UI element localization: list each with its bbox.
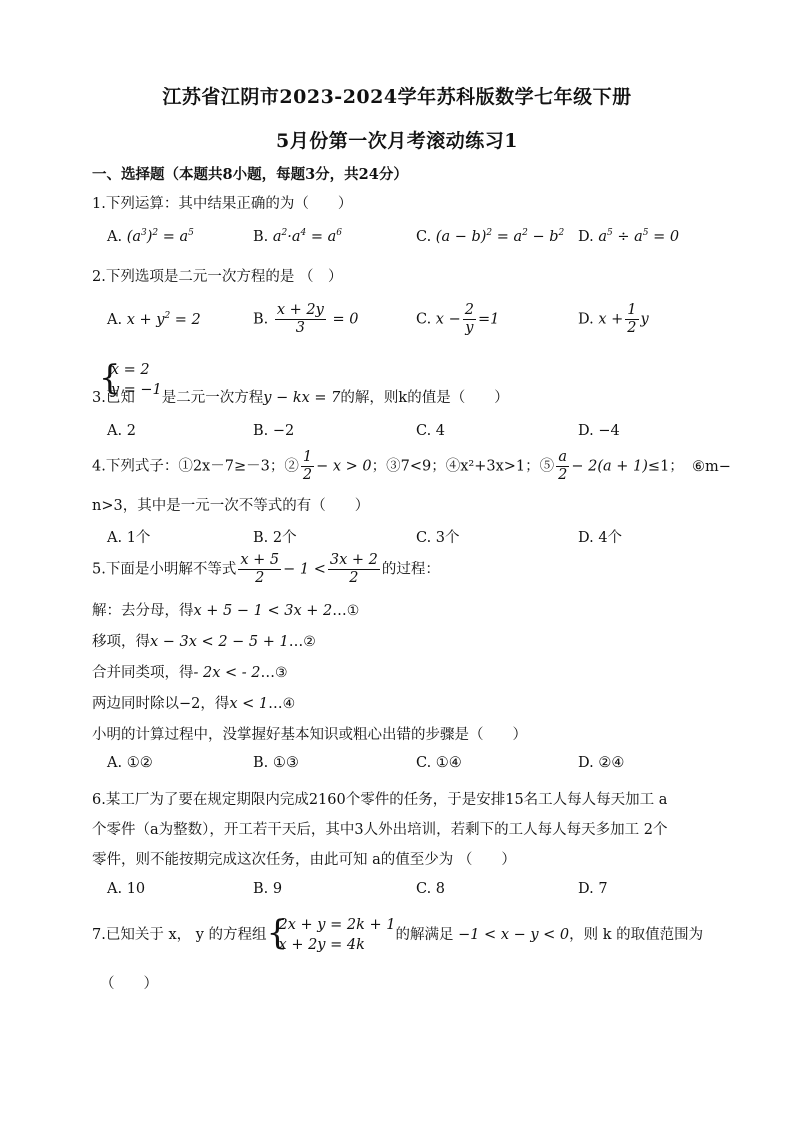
q1-option-c: C. $(a - b)^2 = a^2 - b^2$: [416, 228, 565, 245]
q3-option-b: B. −2: [253, 423, 295, 439]
q5-option-d: D. ②④: [578, 755, 625, 771]
q4-option-b: B. 2个: [253, 530, 297, 546]
q4-stem-line1: 4.下列式子：①2x－7≥－3；② $\frac{1}{2}$ − x > 0；③7<9；④x²+3x>1；⑤ $\frac{a}{2}$ − 2(a + 1)≤1；: [92, 449, 684, 483]
q1-option-d: D. $a^5 \div a^5 = 0$: [578, 228, 680, 245]
q4-stem-item6: ⑥m−: [692, 459, 731, 475]
q4-stem-line2: n>3，其中是一元一次不等式的有（ ）: [92, 498, 370, 514]
q5-step1: 解：去分母，得x + 5 − 1 < 3x + 2…①: [92, 603, 360, 619]
q5-step2: 移项，得x − 3x < 2 − 5 + 1…②: [92, 634, 316, 650]
section-heading: 一、选择题（本题共8小题，每题3分，共24分）: [92, 166, 408, 183]
q3-option-a: A. 2: [107, 423, 136, 439]
q6-stem-line2: 个零件（a为整数），开工若干天后，其中3人外出培训，若剩下的工人每人每天多加工 2个: [92, 822, 668, 838]
q2-option-c: C. x − $\frac{2}{y}$ =1: [416, 302, 500, 336]
q3-stem: 3.已知 { x = 2 y = −1 是二元一次方程y − kx = 7的解，则k的值是（ ）: [92, 358, 509, 406]
q2-option-b: B. $\frac{x + 2y}{3}$ = 0: [253, 302, 359, 336]
q5-step3: 合并同类项，得- 2x < - 2…③: [92, 665, 288, 681]
q6-option-b: B. 9: [253, 881, 283, 897]
q2-option-d: D. x + $\frac{1}{2}$ y: [578, 302, 649, 336]
q4-option-d: D. 4个: [578, 530, 623, 546]
page-subtitle: 5月份第一次月考滚动练习1: [276, 130, 518, 152]
q5-option-c: C. ①④: [416, 755, 462, 771]
q3-option-c: C. 4: [416, 423, 446, 439]
q6-option-c: C. 8: [416, 881, 446, 897]
q1-stem: 1.下列运算：其中结果正确的为（ ）: [92, 196, 353, 212]
q2-stem: 2.下列选项是二元一次方程的是 （ ）: [92, 269, 343, 285]
q1-option-a: A. $(a^3)^2 = a^5$: [107, 228, 194, 245]
q4-option-c: C. 3个: [416, 530, 460, 546]
page-title: 江苏省江阴市2023-2024学年苏科版数学七年级下册: [162, 86, 632, 108]
q6-option-a: A. 10: [107, 881, 146, 897]
q5-ask: 小明的计算过程中，没掌握好基本知识或粗心出错的步骤是（ ）: [92, 727, 527, 743]
q5-stem: 5.下面是小明解不等式 $\frac{x + 5}{2}$ − 1 < $\frac{3x + 2}{2}$ 的过程：: [92, 552, 440, 586]
q1-option-b: B. $a^2\cdot a^4 = a^6$: [253, 228, 343, 245]
q5-step4: 两边同时除以−2，得x < 1…④: [92, 696, 296, 712]
q6-stem-line3: 零件，则不能按期完成这次任务，由此可知 a的值至少为 （ ）: [92, 852, 516, 868]
q6-stem-line1: 6.某工厂为了要在规定期限内完成2160个零件的任务，于是安排15名工人每人每天加工 a: [92, 792, 668, 808]
q2-option-a: A. $x + y^2 = 2$: [107, 311, 201, 328]
q3-option-d: D. −4: [578, 423, 620, 439]
q7-stem-line2: （ ）: [100, 976, 158, 992]
q7-stem: 7.已知关于 x， y 的方程组 { 2x + y = 2k + 1 x + 2y = 4k 的解满足 −1 < x − y < 0，则 k 的取值范围为: [92, 913, 704, 953]
q5-option-b: B. ①③: [253, 755, 299, 771]
q4-option-a: A. 1个: [107, 530, 151, 546]
q6-option-d: D. 7: [578, 881, 608, 897]
q5-option-a: A. ①②: [107, 755, 153, 771]
